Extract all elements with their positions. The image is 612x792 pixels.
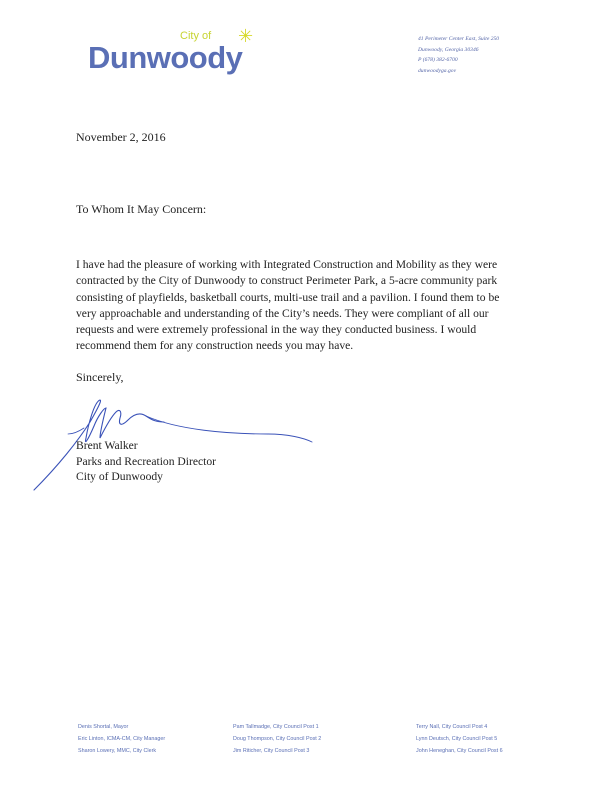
signer-organization: City of Dunwoody: [76, 470, 163, 483]
body-line: very approachable and understanding of the City’s needs. They were compliant of all our: [76, 306, 489, 320]
footer-entry: Sharon Lowery, MMC, City Clerk: [78, 748, 157, 754]
body-line: requests and were extremely professional in the way they conducted business. I would: [76, 323, 477, 337]
footer-entry: Doug Thompson, City Council Post 2: [233, 736, 322, 742]
body-line: contracted by the City of Dunwoody to construct Perimeter Park, a 5-acre community park: [76, 274, 498, 288]
letter-date: November 2, 2016: [76, 130, 166, 144]
letter-salutation: To Whom It May Concern:: [76, 202, 207, 216]
footer-entry: Jim Riticher, City Council Post 3: [233, 748, 310, 754]
signer-title: Parks and Recreation Director: [76, 454, 217, 468]
address-line: P (678) 382-6700: [418, 57, 458, 63]
footer-column: [78, 721, 165, 757]
footer-entry: Denis Shortal, Mayor: [78, 724, 129, 730]
address-line: dunwoodyga.gov: [418, 67, 457, 74]
footer-column: [233, 721, 321, 757]
letter-body: [76, 257, 596, 355]
logo-name: Dunwoody: [88, 40, 243, 75]
footer-entry: John Heneghan, City Council Post 6: [416, 748, 503, 754]
footer-entry: Lynn Deutsch, City Council Post 5: [416, 736, 498, 742]
logo-city-of: City of: [180, 30, 212, 42]
footer-column: [416, 721, 503, 757]
logo-star-icon: ✳: [238, 26, 254, 47]
body-line: recommend them for any construction needs you may have.: [76, 339, 354, 353]
body-line: consisting of playfields, basketball courts, multi-use trail and a pavilion. I found them to be: [76, 290, 500, 304]
signer-block: [76, 438, 216, 485]
address-line: 41 Perimeter Center East, Suite 250: [418, 36, 500, 42]
signer-name: Brent Walker: [76, 439, 138, 452]
city-logo: [88, 26, 263, 80]
footer-entry: Terry Nall, City Council Post 4: [416, 724, 488, 730]
letter-closing: Sincerely,: [76, 370, 124, 384]
footer-entry: Eric Linton, ICMA-CM, City Manager: [78, 736, 166, 742]
footer-entry: Pam Tallmadge, City Council Post 1: [233, 724, 319, 730]
address-line: Dunwoody, Georgia 30346: [418, 46, 479, 53]
letterhead-address: [418, 34, 499, 76]
council-footer: [78, 721, 598, 757]
body-line: I have had the pleasure of working with Integrated Construction and Mobility as they were: [76, 258, 498, 271]
